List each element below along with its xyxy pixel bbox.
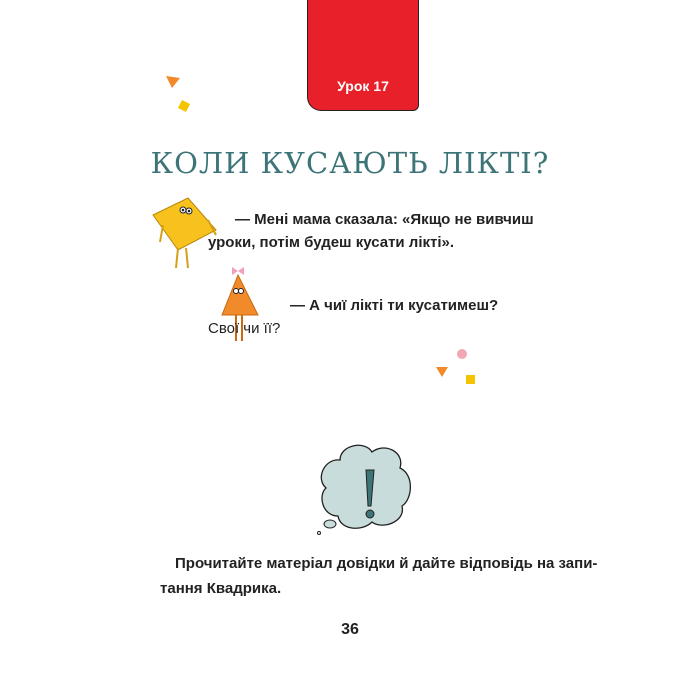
page-title: КОЛИ КУСАЮТЬ ЛІКТІ? <box>150 146 550 180</box>
dialog-line: — Мені мама сказала: «Якщо не вивчиш <box>235 211 534 228</box>
square-character-icon <box>148 190 223 275</box>
confetti-decoration <box>432 345 477 390</box>
dialog-line: уроки, потім будеш кусати лікті». <box>208 234 455 251</box>
dialog-line: — А чиї лікті ти кусатимеш? <box>290 297 499 314</box>
page-number: 36 <box>341 621 359 638</box>
dialog-line: Свої чи її? <box>208 320 281 337</box>
instruction-line: тання Квадрика. <box>160 580 282 597</box>
lesson-tab <box>307 0 419 111</box>
instruction-line: Прочитайте матеріал довідки й дайте відповідь на запи- <box>175 555 598 572</box>
lesson-label: Урок 17 <box>337 78 389 94</box>
confetti-decoration <box>160 70 200 115</box>
exclamation-cloud-icon <box>310 440 420 540</box>
triangle-character-icon <box>218 265 273 350</box>
